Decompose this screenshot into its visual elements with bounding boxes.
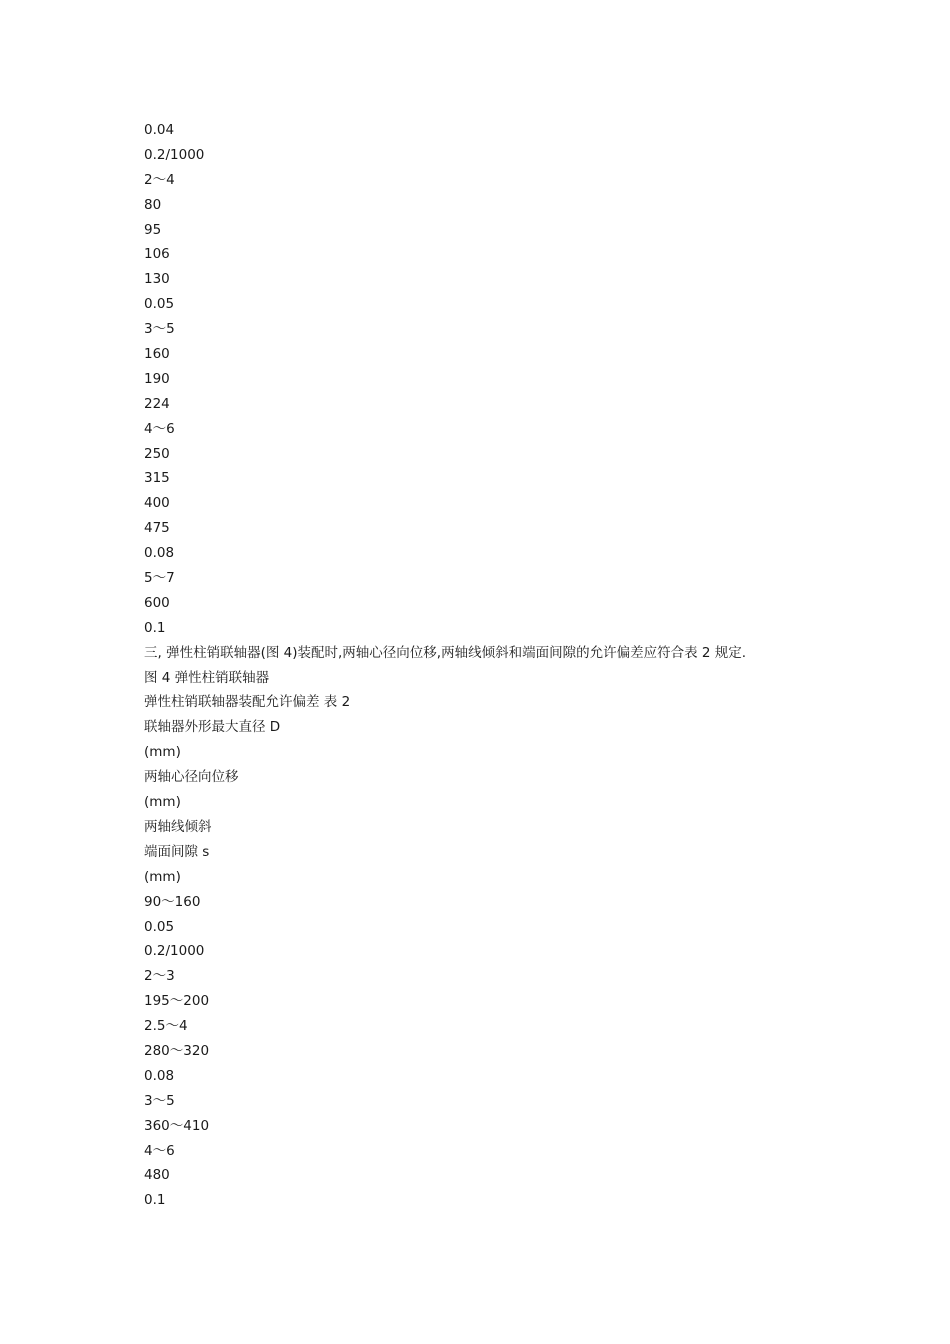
- table-cell: 3～5: [144, 1092, 175, 1109]
- text-line: 130: [144, 271, 170, 288]
- text-line: 4～6: [144, 420, 175, 437]
- text-line: 95: [144, 221, 162, 238]
- text-line: 190: [144, 370, 170, 387]
- table-cell: 0.08: [144, 1067, 175, 1084]
- text-line: 106: [144, 246, 170, 263]
- text-line: 0.08: [144, 545, 175, 562]
- text-line: 3～5: [144, 321, 175, 338]
- table-header-cell: 两轴线倾斜: [144, 818, 212, 835]
- table-cell: 2.5～4: [144, 1018, 188, 1035]
- text-line: 400: [144, 495, 170, 512]
- table-header-cell: 端面间隙 s: [144, 843, 210, 860]
- figure-caption: 图 4 弹性柱销联轴器: [144, 669, 270, 686]
- table-header-unit: (mm): [144, 744, 181, 761]
- table-cell: 0.05: [144, 918, 175, 935]
- text-lines: [144, 118, 904, 1213]
- text-line: 0.2/1000: [144, 146, 205, 163]
- table-cell: 4～6: [144, 1142, 175, 1159]
- text-line: 315: [144, 470, 170, 487]
- table-header-cell: 联轴器外形最大直径 D: [144, 719, 281, 736]
- table-cell: 360～410: [144, 1117, 210, 1134]
- text-line: 0.05: [144, 296, 175, 313]
- text-line: 2～4: [144, 171, 175, 188]
- table-cell: 0.1: [144, 1192, 166, 1209]
- text-line: 250: [144, 445, 170, 462]
- text-line: 0.04: [144, 122, 175, 138]
- table-header-unit: (mm): [144, 794, 181, 811]
- table-cell: 2～3: [144, 968, 175, 985]
- text-line: 0.1: [144, 619, 166, 636]
- table-cell: 0.2/1000: [144, 943, 205, 960]
- section-paragraph: 三, 弹性柱销联轴器(图 4)装配时,两轴心径向位移,两轴线倾斜和端面间隙的允许偏差应符合表 2 规定.: [144, 644, 747, 661]
- table-title: 弹性柱销联轴器装配允许偏差 表 2: [144, 694, 351, 711]
- text-line: 600: [144, 594, 170, 611]
- table-header-cell: 两轴心径向位移: [144, 769, 239, 786]
- table-header-unit: (mm): [144, 868, 181, 885]
- text-line: 224: [144, 395, 170, 412]
- table-cell: 195～200: [144, 993, 210, 1010]
- table-cell: 480: [144, 1167, 170, 1184]
- table-cell: 280～320: [144, 1042, 210, 1059]
- table-cell: 90～160: [144, 893, 201, 910]
- text-line: 475: [144, 520, 170, 537]
- text-line: 5～7: [144, 570, 175, 587]
- text-line: 160: [144, 346, 170, 363]
- text-line: 80: [144, 196, 162, 213]
